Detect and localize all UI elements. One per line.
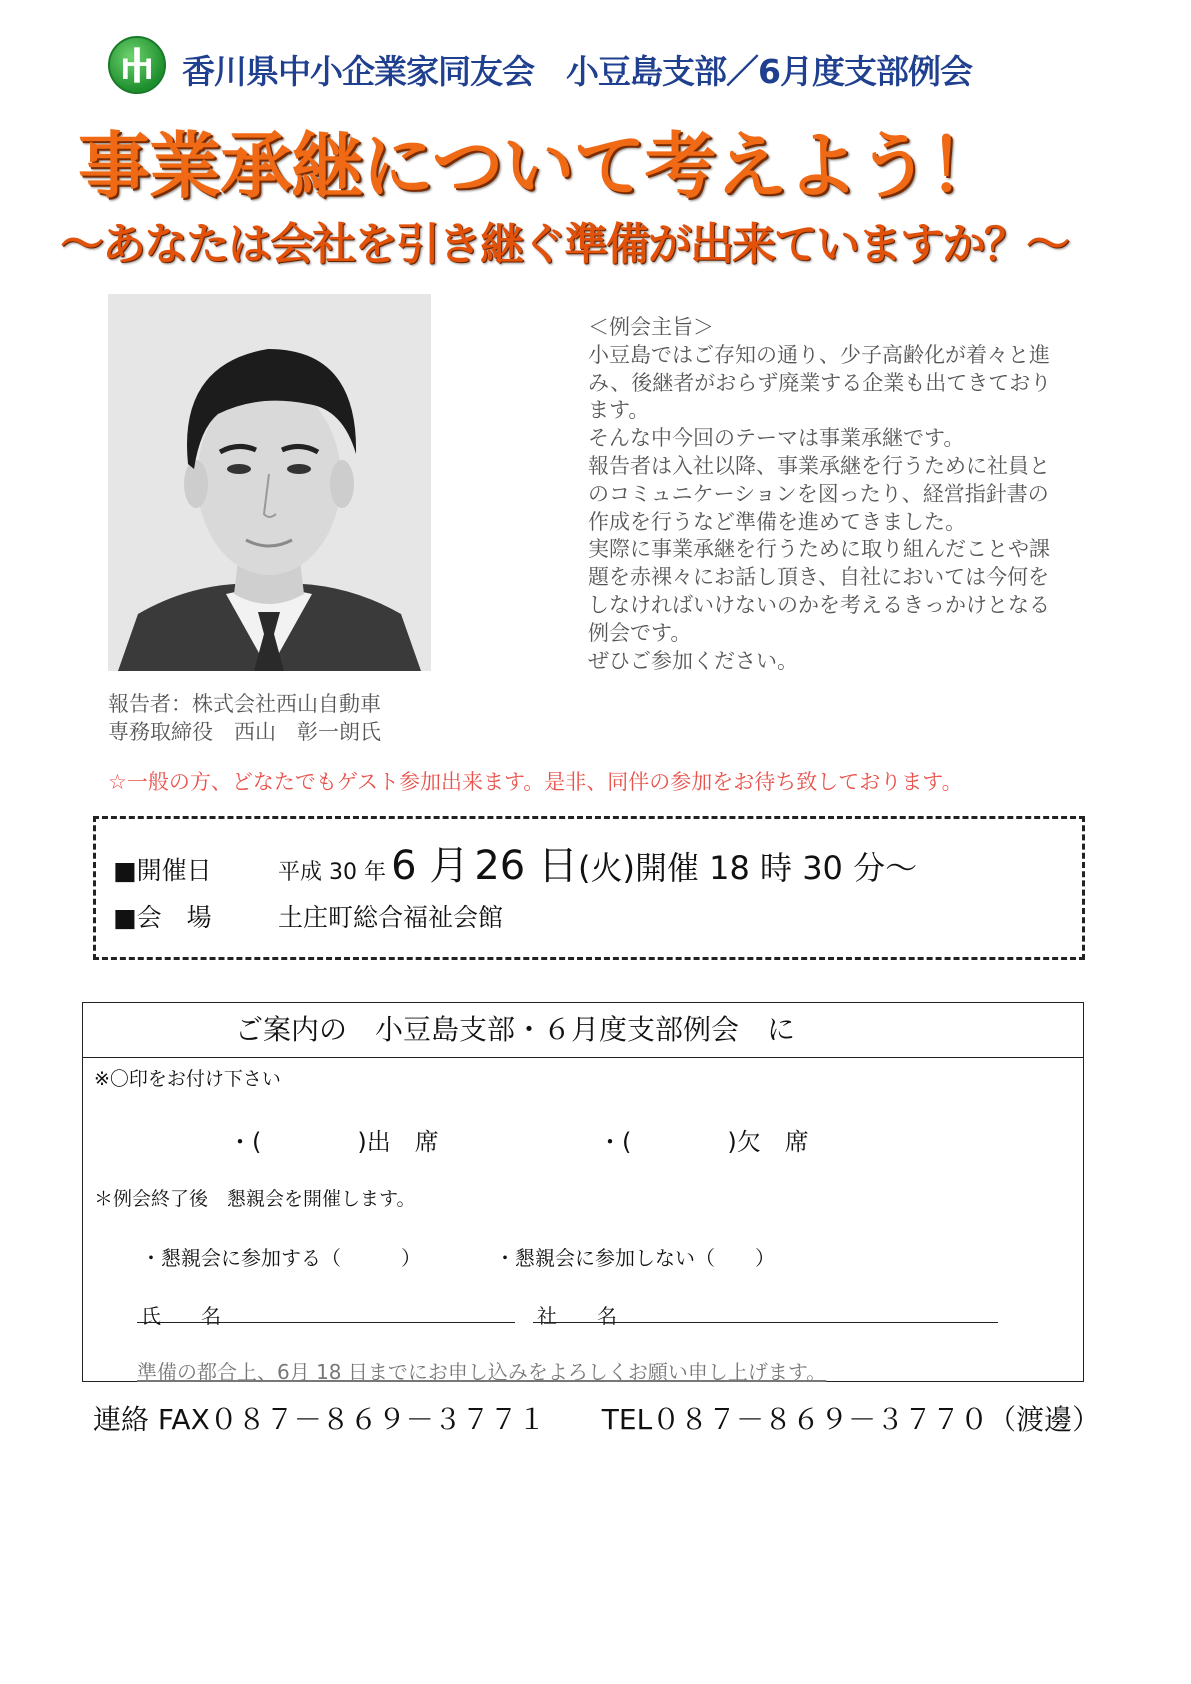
date-day: 26 日 xyxy=(474,843,578,889)
date-weekday: (火) xyxy=(577,849,635,887)
main-title: 事業承継について考えよう！ xyxy=(78,124,1000,208)
logo-emblem-icon xyxy=(110,38,164,92)
reporter-caption xyxy=(108,690,381,746)
form-instruction: ※〇印をお付け下さい xyxy=(94,1068,281,1090)
party-note: ＊例会終了後 懇親会を開催します。 xyxy=(94,1188,416,1210)
guest-notice: ☆一般の方、どなたでもゲスト参加出来ます。是非、同伴の参加をお待ち致しております。 xyxy=(108,770,963,794)
venue-row xyxy=(113,898,503,934)
company-label: 社 名 xyxy=(537,1304,617,1328)
meeting-purpose xyxy=(588,314,1068,675)
purpose-line: 小豆島ではご存知の通り、少子高齢化が着々と進み、後継者がおらず廃業する企業も出てきております。 xyxy=(588,342,1052,423)
date-label: ■開催日 xyxy=(113,856,212,885)
purpose-line: そんな中今回のテーマは事業承継です。 xyxy=(588,426,965,451)
reporter-photo xyxy=(108,294,431,671)
venue-name: 土庄町総合福祉会館 xyxy=(278,903,504,932)
name-field[interactable] xyxy=(137,1322,515,1323)
reporter-portrait-image xyxy=(108,294,431,671)
subtitle: ～あなたは会社を引き継ぐ準備が出来ていますか？～ xyxy=(60,219,1068,270)
party-decline-option[interactable]: ・懇親会に参加しない（ ） xyxy=(495,1246,775,1270)
event-date-row xyxy=(113,834,917,891)
name-label: 氏 名 xyxy=(141,1304,221,1328)
date-era: 平成 30 年 xyxy=(278,860,386,885)
purpose-line: ぜひご参加ください。 xyxy=(588,648,798,673)
attend-option[interactable]: ・( )出 席 xyxy=(228,1128,439,1156)
organization-logo xyxy=(108,36,166,94)
contact-info: 連絡 FAX０８７－８６９－３７７１ TEL０８７－８６９－３７７０（渡邊） xyxy=(93,1403,1101,1436)
form-header: ご案内の 小豆島支部・６月度支部例会 に xyxy=(235,1013,796,1046)
venue-label: ■会 場 xyxy=(113,903,212,932)
purpose-line: 実際に事業承継を行うために取り組んだことや課題を赤裸々にお話し頂き、自社においては今何をしなければいけないのかを考えるきっかけとなる例会です。 xyxy=(588,537,1050,645)
event-time: 開催 18 時 30 分～ xyxy=(634,849,918,887)
deadline-note: 準備の都合上、6月 18 日までにお申し込みをよろしくお願い申し上げます。 xyxy=(137,1360,827,1384)
company-field[interactable] xyxy=(533,1322,998,1323)
reporter-company: 報告者：株式会社西山自動車 xyxy=(108,692,381,716)
purpose-line: 報告者は入社以降、事業承継を行うために社員とのコミュニケーションを図ったり、経営指針書の作成を行うなど準備を進めてきました。 xyxy=(588,453,1050,534)
party-attend-option[interactable]: ・懇親会に参加する（ ） xyxy=(141,1246,421,1270)
organization-title: 香川県中小企業家同友会 小豆島支部／6月度支部例会 xyxy=(182,52,972,91)
absent-option[interactable]: ・( )欠 席 xyxy=(598,1128,809,1156)
reporter-name: 専務取締役 西山 彰一朗氏 xyxy=(108,720,381,744)
purpose-heading: ＜例会主旨＞ xyxy=(588,315,714,339)
date-month: 6 月 xyxy=(391,843,470,889)
